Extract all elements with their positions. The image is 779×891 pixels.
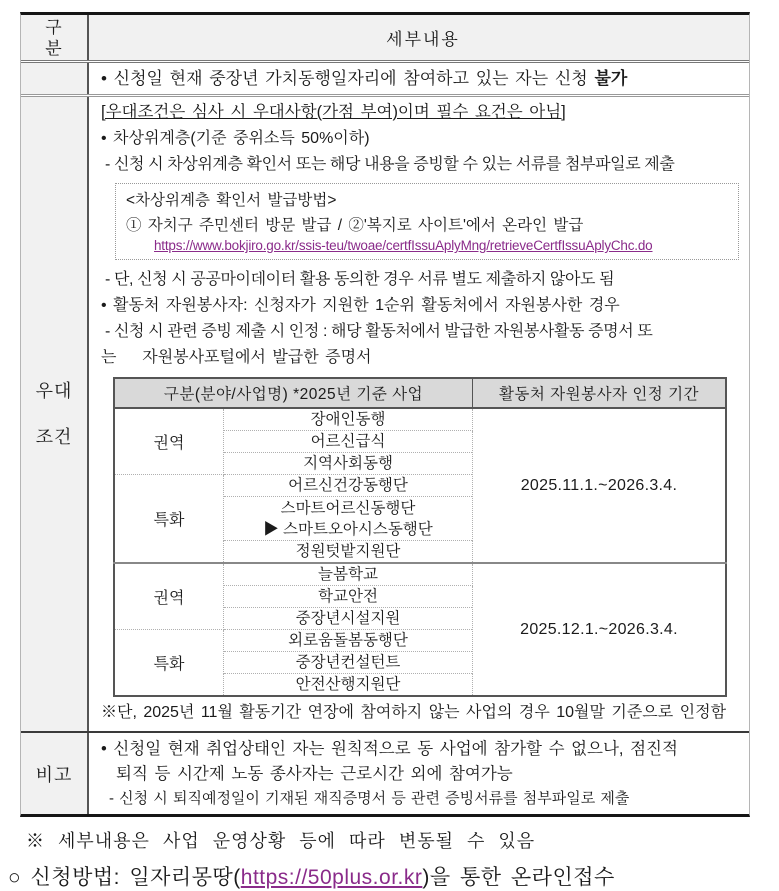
preferential-content (89, 97, 749, 731)
preferential-label-line2: 조건 (35, 427, 73, 447)
program-line1: 스마트어르신동행단 (280, 499, 416, 517)
program-cell: 정원텃밭지원단 (224, 541, 473, 564)
preferential-row (21, 97, 749, 733)
period-footnote: ※단, 2025년 11월 활동기간 연장에 참여하지 않는 사업의 경우 10월말 기준으로 인정함 (101, 704, 727, 721)
certificate-issuance-box (115, 183, 739, 260)
program-cell: 중장년컨설턴트 (224, 652, 473, 674)
inner-header-left: 구분(분야/사업명) *2025년 기준 사업 (114, 378, 473, 408)
group1-region-cell: 권역 (114, 408, 224, 475)
program-cell: 학교안전 (224, 586, 473, 608)
ineligibility-text (89, 63, 749, 94)
header-detail-cell (89, 15, 749, 60)
preferential-label-cell (21, 97, 89, 731)
group1-special-cell: 특화 (114, 475, 224, 564)
apply-method-line (8, 861, 779, 891)
remarks-row (21, 733, 749, 814)
group2-special-cell: 특화 (114, 630, 224, 697)
remarks-dash: - 신청 시 퇴직예정일이 기재된 재직증명서 등 관련 증빙서류를 첨부파일로 제출 (109, 790, 630, 807)
change-notice: ※ 세부내용은 사업 운영상황 등에 따라 변동될 수 있음 (26, 831, 536, 851)
box-methods: ① 자치구 주민센터 방문 발급 / ②'복지로 사이트'에서 온라인 발급 (126, 217, 584, 234)
header-category-line2: 분 (45, 38, 63, 58)
volunteer-bullet: • 활동처 자원봉사자: 신청자가 지원한 1순위 활동처에서 자원봉사한 경우 (101, 297, 620, 314)
remarks-bullet-line1: • 신청일 현재 취업상태인 자는 원칙적으로 동 사업에 참가할 수 없으나, 점진적 (101, 740, 678, 758)
volunteer-period-table (113, 377, 727, 697)
program-cell: 어르신건강동행단 (224, 475, 473, 497)
program-cell: 외로움돌봄동행단 (224, 630, 473, 652)
program-cell: 늘봄학교 (224, 563, 473, 586)
details-table (20, 12, 750, 817)
ineligibility-text-prefix: • 신청일 현재 중장년 가치동행일자리에 참여하고 있는 자는 신청 (101, 69, 595, 88)
remarks-label: 비고 (35, 764, 73, 785)
header-category-cell (21, 15, 89, 60)
ineligibility-label-cell (21, 63, 89, 94)
page-root (0, 12, 779, 889)
low-income-dash: - 신청 시 차상위계층 확인서 또는 해당 내용을 증빙할 수 있는 서류를 첨부파일로 제출 (105, 156, 675, 173)
program-cell: 장애인동행 (224, 408, 473, 431)
mydata-dash: - 단, 신청 시 공공마이데이터 활용 동의한 경우 서류 별도 제출하지 않아도 됨 (105, 271, 615, 288)
inner-header-right: 활동처 자원봉사자 인정 기간 (473, 378, 727, 408)
group2-period-cell: 2025.12.1.~2026.3.4. (473, 563, 727, 696)
box-title: <차상위계층 확인서 발급방법> (126, 192, 337, 209)
low-income-bullet: • 차상위계층(기준 중위소득 50%이하) (101, 130, 370, 147)
remarks-bullet-line2: 퇴직 등 시간제 노동 종사자는 근로시간 외에 참여가능 (116, 765, 513, 783)
remarks-content (89, 733, 749, 814)
inner-header-row (114, 378, 726, 408)
program-cell: 안전산행지원단 (224, 674, 473, 697)
apply-method-suffix: )을 통한 온라인접수 (422, 866, 615, 889)
header-category-line1: 구 (45, 17, 63, 37)
program-cell: 어르신급식 (224, 431, 473, 453)
group1-period-cell: 2025.11.1.~2026.3.4. (473, 408, 727, 563)
program-cell-double (224, 497, 473, 541)
header-detail-label: 세부내용 (386, 30, 460, 49)
group2-region-cell: 권역 (114, 563, 224, 630)
volunteer-dash-line2: 는 자원봉사포털에서 발급한 증명서 (101, 349, 372, 366)
volunteer-dash-line1: - 신청 시 관련 증빙 제출 시 인정 : 해당 활동처에서 발급한 자원봉사활동 증명서 또 (105, 323, 653, 340)
table-row (114, 563, 726, 586)
remarks-label-cell (21, 733, 89, 814)
preferential-label-line1: 우대 (35, 381, 73, 401)
program-cell: 지역사회동행 (224, 453, 473, 475)
table-row (114, 408, 726, 431)
ineligibility-text-bold: 불가 (594, 69, 628, 88)
program-cell: 중장년시설지원 (224, 608, 473, 630)
program-line2-marked: ▶ 스마트오아시스동행단 (263, 520, 433, 538)
ineligibility-row (21, 63, 749, 97)
jobsite-link[interactable]: https://50plus.or.kr (240, 866, 423, 889)
table-header-row (21, 15, 749, 63)
apply-method-prefix: ○ 신청방법: 일자리몽땅( (8, 866, 241, 889)
preferential-note: [우대조건은 심사 시 우대사항(가점 부여)이며 필수 요건은 아님] (101, 103, 566, 121)
bokjiro-link[interactable]: https://www.bokjiro.go.kr/ssis-teu/twoae/certfIssuAplyMng/retrieveCertfIssuAplyChc.do (154, 238, 653, 253)
